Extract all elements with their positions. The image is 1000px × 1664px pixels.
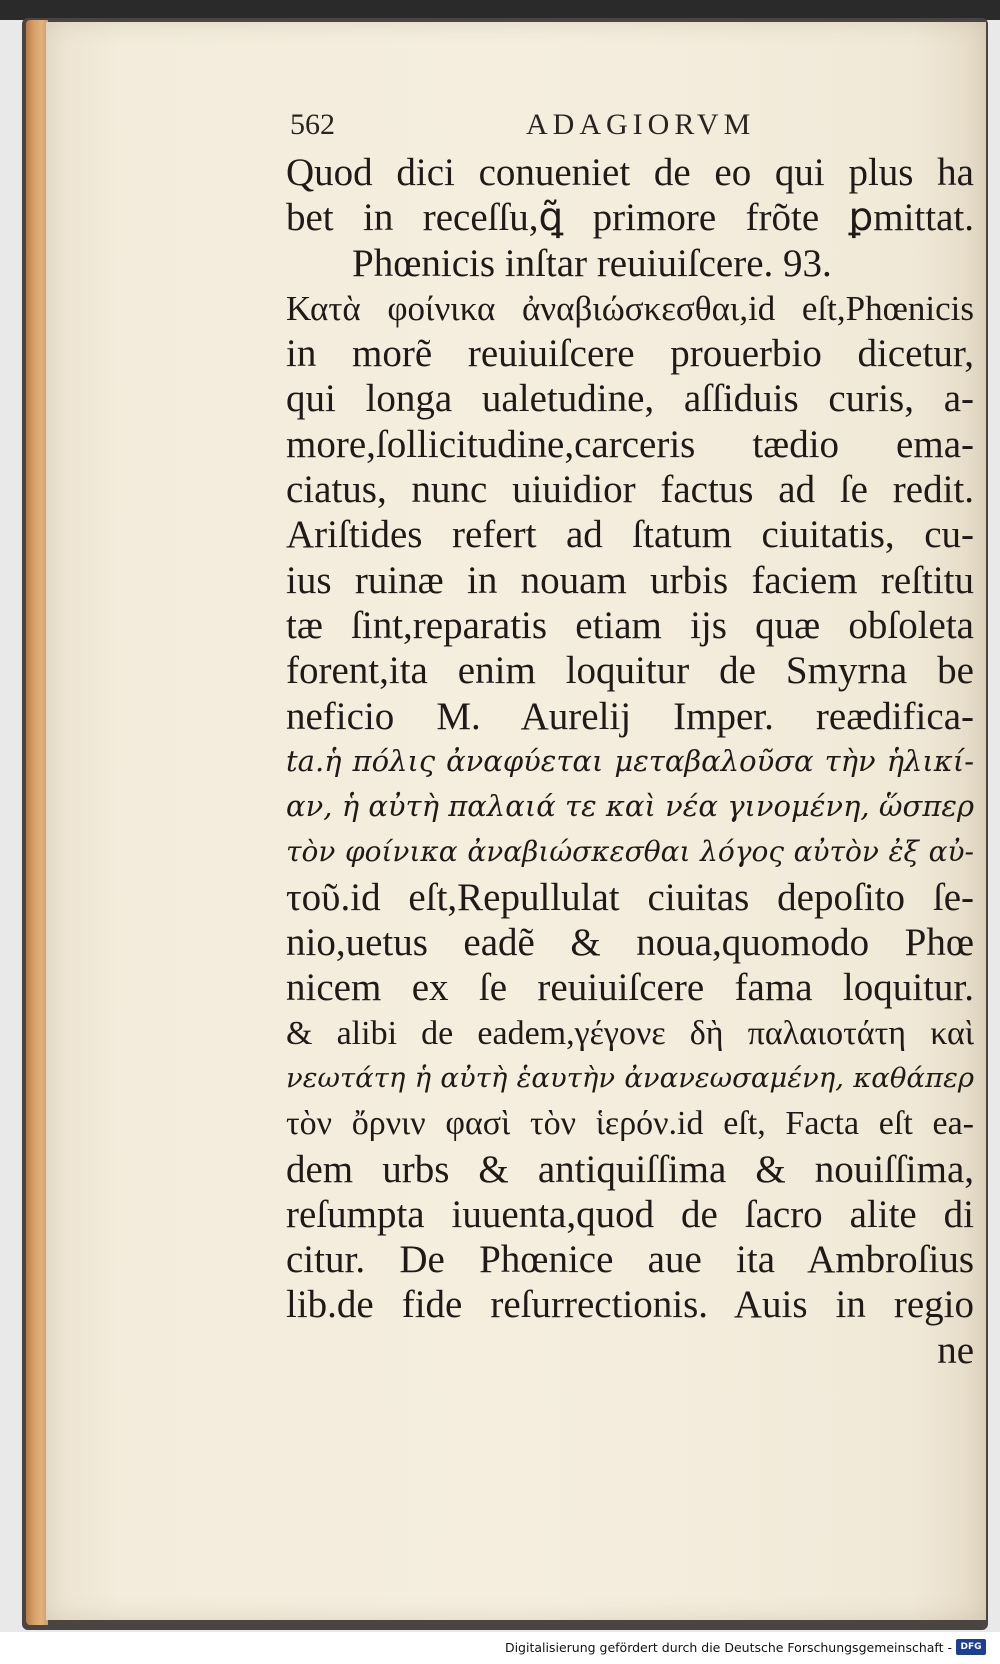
text-line: nio,uetus eadẽ & noua,quomodo Phœ <box>286 921 974 965</box>
text-line: & alibi de eadem,γέγονε δὴ παλαιοτάτη καὶ <box>286 1014 974 1052</box>
scan-top-band <box>0 0 1000 20</box>
text-line: lib.de fide reſurrectionis. Auis in regio <box>286 1283 974 1327</box>
text-line: tæ ſint,reparatis etiam ijs quæ obſoleta <box>286 603 974 647</box>
text-line: τοῦ.id eſt,Repullulat ciuitas depoſito ſe- <box>286 875 974 919</box>
adage-heading: Phœnicis inſtar reuiuiſcere. 93. <box>352 241 832 285</box>
text-line: more,ſollicitudine,carceris tædio ema- <box>286 422 974 466</box>
text-line: Quod dici conueniet de eo qui plus ha <box>286 151 974 194</box>
text-line: Κατὰ φοίνικα ἀναβιώσκεσθαι,id eſt,Phœnicis <box>286 288 974 328</box>
greek-text-line: τὸν φοίνικα ἀναβιώσκεσθαι λόγος αὐτὸν ἐξ αὐ- <box>286 835 974 869</box>
dfg-logo: DFG <box>956 1639 986 1655</box>
greek-text-line: νεωτάτη ἡ αὐτὴ ἑαυτὴν ἀνανεωσαμένη, καθάπερ <box>286 1061 974 1094</box>
page-header <box>290 108 820 152</box>
running-head: ADAGIORVM <box>526 108 756 141</box>
greek-text-line: αν, ἡ αὐτὴ παλαιά τε καὶ νέα γινομένη, ὥσπερ <box>286 789 974 824</box>
text-line: citur. De Phœnice aue ita Ambroſius <box>286 1238 974 1282</box>
text-line: forent,ita enim loquitur de Smyrna be <box>286 649 974 693</box>
text-line: bet in receſſu,ꝗ̃ primore frõte ꝑmittat. <box>286 196 974 240</box>
text-line: Ariſtides refert ad ſtatum ciuitatis, cu- <box>286 513 974 557</box>
text-line: qui longa ualetudine, aſſiduis curis, a- <box>286 377 974 421</box>
text-line: ciatus, nunc uiuidior factus ad ſe redit. <box>286 468 974 512</box>
digitization-footer <box>0 1632 1000 1664</box>
text-line: reſumpta iuuenta,quod de ſacro alite di <box>286 1192 974 1236</box>
text-line: dem urbs & antiquiſſima & nouiſſima, <box>286 1147 974 1191</box>
text-line: τὸν ὄρνιν φασὶ τὸν ἱερόν.id eſt, Facta eſt ea- <box>286 1105 974 1143</box>
text-line: nicem ex ſe reuiuiſcere fama loquitur. <box>286 966 974 1010</box>
funding-credit: Digitalisierung gefördert durch die Deutsche Forschungsgemeinschaft - <box>504 1640 952 1655</box>
text-line: ius ruinæ in nouam urbis faciem reſtitu <box>286 558 974 602</box>
text-line: neficio M. Aurelij Imper. reædifica- <box>286 694 974 738</box>
body-text <box>286 150 974 1373</box>
text-line: in morẽ reuiuiſcere prouerbio dicetur, <box>286 332 974 376</box>
greek-text-line: ta.ἡ πόλις ἀναφύεται μεταβαλοῦσα τὴν ἡλικί- <box>286 743 974 778</box>
page-edge-stack <box>26 20 48 1625</box>
catchword: ne <box>937 1328 974 1372</box>
page-number: 562 <box>290 108 335 141</box>
